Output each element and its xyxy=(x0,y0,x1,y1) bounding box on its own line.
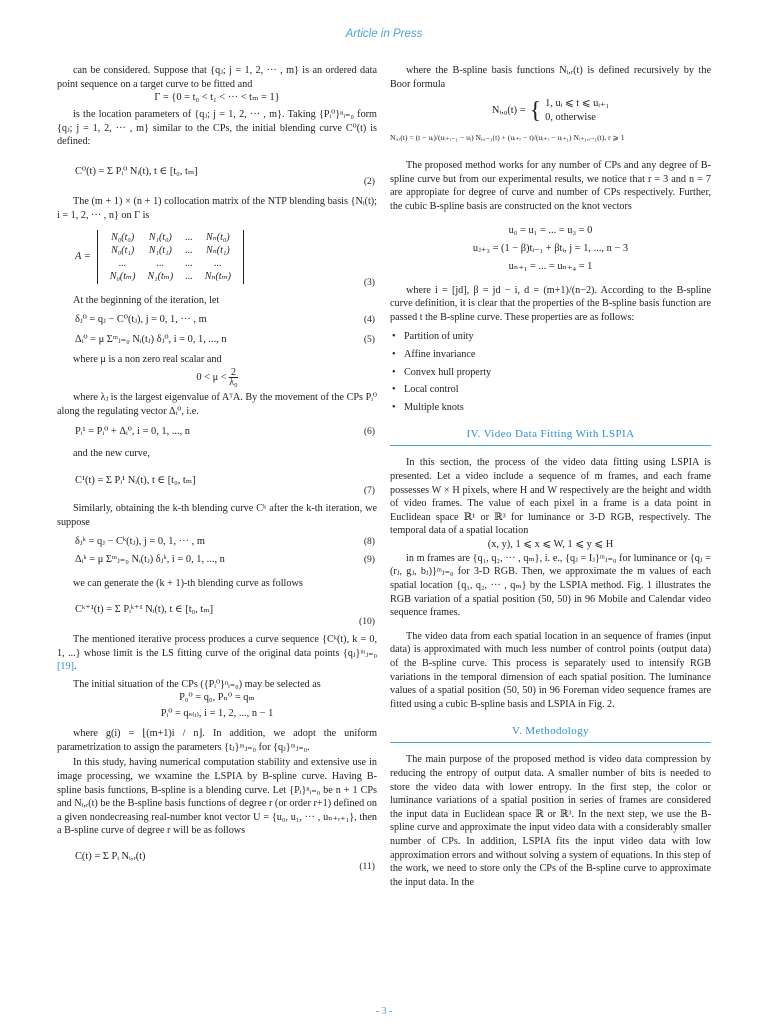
paragraph: where the B-spline basis functions Nᵢ,ᵣ(t) is defined recursively by the Boor formula xyxy=(390,65,711,90)
paragraph: where g(i) = ⌊(m+1)i / n⌋. In addition, we adopt the uniform parametrization to assign the parameters {tⱼ}ᵐⱼ₌₀ for {qⱼ}ᵐⱼ₌₀. xyxy=(57,728,377,753)
matrix-cell: ... xyxy=(118,258,127,270)
paragraph: In this study, having numerical computation stability and extensive use in image processing, we wxamine the LSPIA by B-spline curve. Having B-spline basis functions, B-spline is a blending curve. Let {Pᵢ}ⁿᵢ₌₀ be n + 1 CPs and Nᵢ,ᵣ(t) be the B-spline basis functions of degree r (or order r+1) defined on a given nondecreasing real-number knot vector U = {u₀, u₁, ··· , uₙ₊ᵣ₊₁}, then a B-spline curve of degree r will be as follows xyxy=(57,757,377,837)
list-item: • Affine invariance xyxy=(404,346,711,364)
paragraph: At the beginning of the iteration, let xyxy=(73,295,220,307)
list-item: • Multiple knots xyxy=(404,399,711,417)
matrix-cell: ... xyxy=(185,271,193,283)
equation-11: C(t) = Σ Pᵢ Nᵢ,ᵣ(t) (11) xyxy=(75,851,375,873)
equation-10: Cᵏ⁺¹(t) = Σ Pᵢᵏ⁺¹ Nᵢ(t), t ∈ [t₀, tₘ] (10) xyxy=(75,603,375,627)
equation-basis-zero: Nᵢ,₀(t) = { 1, uᵢ ⩽ t ⩽ uᵢ₊₁ 0, otherwise xyxy=(491,98,610,125)
equation-3: A = N₀(t₀) N₁(t₀) ... Nₙ(t₀) N₀(t₁) N₁(t₁) ... Nₙ(t₁) ... ... ... ... N₀(tₘ) N₁(tₘ) ... Nₙ(tₘ) (3) xyxy=(75,232,375,289)
paragraph: The video data from each spatial location in an sequence of frames (input data) is approximated with much less number of control points (output data) of the B-spline curve. This process is separately used to intensify RGB variations in the temporal dimension of each spatial position. The luminance values of a spatial position (50, 50) in 96 Foreman video sequence frames are fitted using a cubic B-spline basis and LSPIA in Fig. 2. xyxy=(390,630,711,710)
paragraph: The initial situation of the CPs ({Pᵢ⁰}ⁿᵢ₌₀) may be selected as xyxy=(73,678,321,690)
paragraph: where μ is a non zero real scalar and xyxy=(73,353,222,365)
matrix-row xyxy=(104,244,237,257)
matrix-cell: ... xyxy=(214,258,222,270)
paragraph: The mentioned iterative process produces a curve sequence {Cᵏ(t), k = 0, 1, ...} whose limit is the LS fitting curve of the original data points {qⱼ}ᵐⱼ₌₀ [19]. xyxy=(57,633,377,673)
matrix-cell: Nₙ(t₀) xyxy=(206,232,230,244)
paragraph: in m frames are {q₁, q₂, ··· , qₘ}, i. e., {qⱼ = Iⱼ}ᵐⱼ₌₀ for luminance or {qⱼ = (rⱼ, gⱼ, bⱼ)}ᵐⱼ₌₀ for 3-D RGB. Then, we approximate the m values of each spatial location {q₁, q₂, ··· , qₘ} by the LSPIA method. Fig. 1 illustrates the RGB variation of a spatial position (50, 50) in 96 Mobile and Calendar video sequence frames. xyxy=(390,552,711,619)
equation-8: δⱼᵏ = qⱼ − Cᵏ(tⱼ), j = 0, 1, ··· , m (8) xyxy=(75,536,375,548)
paragraph: The main purpose of the proposed method is video data compression by reducing the entropy of output data. A smaller number of bits is needed to store the video data with lower entropy. In the first step, the color or luminance variations of a spatial position in series of frames are considered the input data in Euclidean space ℝ or ℝ³. In the next step, we use the B-spline curve and approximate the input video data with a considerably smaller number of CPs. In addition, LSPIA fits the input video data with low approximation errors and without solving a system of equations. In this step of the work, we need to store only the CPs of the B-spline curve to approximate the input data. In the xyxy=(390,754,711,888)
paragraph: can be considered. Suppose that {qⱼ; j = 1, 2, ··· , m} is an ordered data point sequence on a target curve to be fitted and xyxy=(57,65,377,90)
paragraph: where i = [jd], β = jd − i, d = (m+1)/(n−2). According to the B-spline curve definition, it is clear that the properties of the B-spline basis function are passed t the B-spline curve. These properties are as follows: xyxy=(390,284,711,323)
matrix-cell: ... xyxy=(185,258,193,270)
matrix-cell: N₁(t₀) xyxy=(148,232,172,244)
equation-mu-range: 0 < μ < $\frac{2}{\text{λ₀}}$ xyxy=(196,367,238,389)
matrix-cell: Nₙ(t₁) xyxy=(206,245,230,257)
equation-knot-vectors: u₀ = u₁ = ... = u₃ = 0 uⱼ₊₃ = (1 − β)tᵢ₋₁ + βtᵢ, j = 1, ..., n − 3 uₙ₊₁ = ... = uₙ₊₄ = 1 xyxy=(472,224,629,272)
equation-initial-cps: P₀⁰ = q₀, Pₙ⁰ = qₘ Pᵢ⁰ = qₛ₍ᵢ₎, i = 1, 2, ..., n − 1 xyxy=(160,692,274,720)
matrix-row xyxy=(104,257,237,270)
equation-6: Pᵢ¹ = Pᵢ⁰ + Δᵢ⁰, i = 0, 1, ..., n (6) xyxy=(75,425,375,437)
matrix-cell: N₀(t₁) xyxy=(111,245,135,257)
paragraph: is the location parameters of {qⱼ; j = 1, 2, ··· , m}. Taking {Pᵢ⁰}ⁿᵢ₌₀ form {qⱼ; j = 1, 2, ··· , m} similar to the CPs, the initial blending curve C⁰(t) is defined: xyxy=(57,109,377,148)
list-item: • Partition of unity xyxy=(404,328,711,346)
citation-link[interactable]: [19] xyxy=(57,661,74,673)
paragraph: and the new curve, xyxy=(73,447,150,459)
running-header: Article in Press xyxy=(345,28,423,40)
matrix-cell: N₀(t₀) xyxy=(111,232,135,244)
matrix-cell: N₁(tₘ) xyxy=(147,271,174,283)
list-item: • Local control xyxy=(404,381,711,399)
paragraph: The proposed method works for any number of CPs and any degree of B-spline curve but from our experimental results, we notice that r = 3 and n = 7 are appropiate for degree of curve and number of CPs respectively. Further, the cubic B-spline basis are constructed on the knot vectors xyxy=(390,160,711,212)
equation-9: Δᵢᵏ = μ Σᵐⱼ₌₀ Nᵢ(tⱼ) δⱼᵏ, i = 0, 1, ..., n (9) xyxy=(75,554,375,566)
equation-recursive: Nᵢ,ᵣ(t) = (t − uᵢ)/(uᵢ₊ᵣ₋₁ − uᵢ) Nᵢ,ᵣ₋₁(t) + (uᵢ₊ᵣ − t)/(uᵢ₊ᵣ − uᵢ₊₁) Nᵢ₊₁,ᵣ₋₁(t), r ⩾ 1 xyxy=(390,133,625,143)
paragraph: The (m + 1) × (n + 1) collocation matrix of the NTP blending basis {Nᵢ(t); i = 1, 2, ··· , n} on Γ is xyxy=(57,195,377,221)
list-item: • Convex hull property xyxy=(404,364,711,382)
equation-5: Δᵢ⁰ = μ Σᵐⱼ₌₀ Nᵢ(tⱼ) δⱼ⁰, i = 0, 1, ..., n (5) xyxy=(75,333,375,345)
right-column xyxy=(390,64,711,889)
paragraph: we can generate the (k + 1)-th blending curve as follows xyxy=(73,578,303,590)
section-heading-iv: IV. Video Data Fitting With LSPIA xyxy=(390,428,711,446)
page-number: - 3 - xyxy=(375,1006,393,1017)
matrix-row xyxy=(104,231,237,244)
property-list xyxy=(390,328,711,416)
equation-spatial-location: (x, y), 1 ⩽ x ⩽ W, 1 ⩽ y ⩽ H xyxy=(487,538,614,550)
paragraph: Similarly, obtaining the k-th blending curve Cᵏ after the k-th iteration, we suppose xyxy=(57,503,377,528)
matrix-row xyxy=(104,270,237,283)
left-column xyxy=(57,64,377,874)
matrix-cell: ... xyxy=(185,245,193,257)
matrix-cell: Nₙ(tₘ) xyxy=(204,271,232,283)
matrix-cell: ... xyxy=(156,258,165,270)
paragraph: In this section, the process of the video data fitting using LSPIA is presented. Let a video include a sequence of m frames, and each frame possesses W × H pixels, where H and W respectively are the height and width of video frames. The value of each pixel in a frame is a data point in Euclidean space ℝ¹ or ℝ³ for luminance or 3-D RGB, respectively. The temporal data of a spatial location xyxy=(390,457,711,537)
section-heading-v: V. Methodology xyxy=(390,725,711,743)
equation-gamma: Γ = {0 = t₀ < t₁ < ··· < tₘ = 1} xyxy=(154,92,280,104)
equation-2: C⁰(t) = Σ Pᵢ⁰ Nᵢ(t), t ∈ [t₀, tₘ] (2) xyxy=(75,165,375,187)
matrix-cell: N₀(tₘ) xyxy=(109,271,136,283)
matrix-cell: N₁(t₁) xyxy=(148,245,172,257)
collocation-matrix xyxy=(97,230,244,284)
equation-4: δⱼ⁰ = qⱼ − C⁰(tⱼ), j = 0, 1, ··· , m (4) xyxy=(75,313,375,325)
paragraph: where λⱼ is the largest eigenvalue of AᵀA. By the movement of the CPs Pᵢ⁰ along the regulating vector Δᵢ⁰, i.e. xyxy=(57,392,377,417)
matrix-cell: ... xyxy=(185,232,193,244)
equation-7: C¹(t) = Σ Pᵢ¹ Nᵢ(t), t ∈ [t₀, tₘ] (7) xyxy=(75,475,375,497)
